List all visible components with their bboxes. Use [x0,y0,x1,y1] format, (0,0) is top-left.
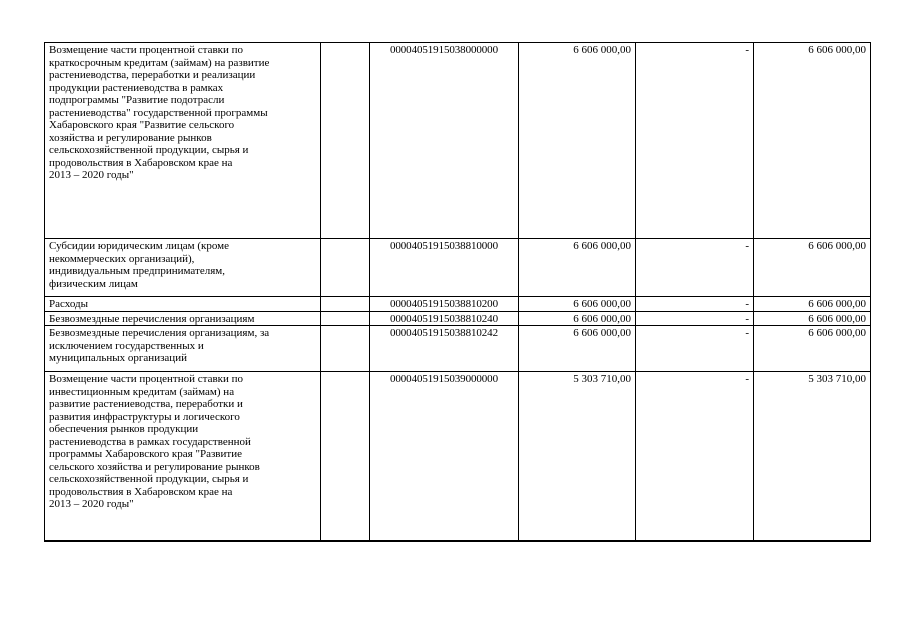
row-budget-code-cell: 00004051915039000000 [370,372,519,542]
row-line-code-cell [321,311,370,326]
row-budget-code-cell: 00004051915038000000 [370,43,519,239]
row-executed-cell: - [636,297,754,312]
row-executed-cell: - [636,239,754,297]
row-approved-cell: 6 606 000,00 [519,326,636,372]
row-name-cell: Возмещение части процентной ставки по инвестиционным кредитам (займам) на развитие растениеводства, переработки и развития инфраструктуры и логического обеспечения рынков продукции растениеводства в рамках государственной программы Хабаровского края "Развитие сельского хозяйства и регулирование рынков сельскохозяйственной продукции, сырья и продовольствия в Хабаровском крае на 2013 – 2020 годы" [45,372,321,542]
budget-table [44,42,871,542]
row-name-cell: Субсидии юридическим лицам (кроме некоммерческих организаций), индивидуальным предпринимателям, физическим лицам [45,239,321,297]
row-executed-cell: - [636,43,754,239]
row-remaining-cell: 6 606 000,00 [754,43,871,239]
row-remaining-cell: 6 606 000,00 [754,326,871,372]
row-approved-cell: 6 606 000,00 [519,43,636,239]
table-row [45,372,871,542]
row-remaining-cell: 6 606 000,00 [754,311,871,326]
row-line-code-cell [321,239,370,297]
row-remaining-cell: 6 606 000,00 [754,297,871,312]
table-row [45,326,871,372]
row-line-code-cell [321,372,370,542]
table-row [45,43,871,239]
row-budget-code-cell: 00004051915038810200 [370,297,519,312]
row-approved-cell: 6 606 000,00 [519,297,636,312]
row-name-cell: Расходы [45,297,321,312]
row-name-cell: Безвозмездные перечисления организациям [45,311,321,326]
table-row [45,297,871,312]
row-remaining-cell: 6 606 000,00 [754,239,871,297]
row-approved-cell: 6 606 000,00 [519,311,636,326]
budget-report-page [44,42,871,542]
row-executed-cell: - [636,372,754,542]
row-line-code-cell [321,297,370,312]
table-row [45,311,871,326]
row-line-code-cell [321,326,370,372]
row-budget-code-cell: 00004051915038810000 [370,239,519,297]
row-budget-code-cell: 00004051915038810242 [370,326,519,372]
row-name-cell: Безвозмездные перечисления организациям, за исключением государственных и муниципальных организаций [45,326,321,372]
row-budget-code-cell: 00004051915038810240 [370,311,519,326]
row-approved-cell: 6 606 000,00 [519,239,636,297]
row-executed-cell: - [636,311,754,326]
row-name-cell: Возмещение части процентной ставки по краткосрочным кредитам (займам) на развитие растениеводства, переработки и реализации продукции растениеводства в рамках подпрограммы "Развитие подотрасли растениеводства" государственной программы Хабаровского края "Развитие сельского хозяйства и регулирование рынков сельскохозяйственной продукции, сырья и продовольствия в Хабаровском крае на 2013 – 2020 годы" [45,43,321,239]
table-row [45,239,871,297]
row-executed-cell: - [636,326,754,372]
row-remaining-cell: 5 303 710,00 [754,372,871,542]
row-line-code-cell [321,43,370,239]
row-approved-cell: 5 303 710,00 [519,372,636,542]
